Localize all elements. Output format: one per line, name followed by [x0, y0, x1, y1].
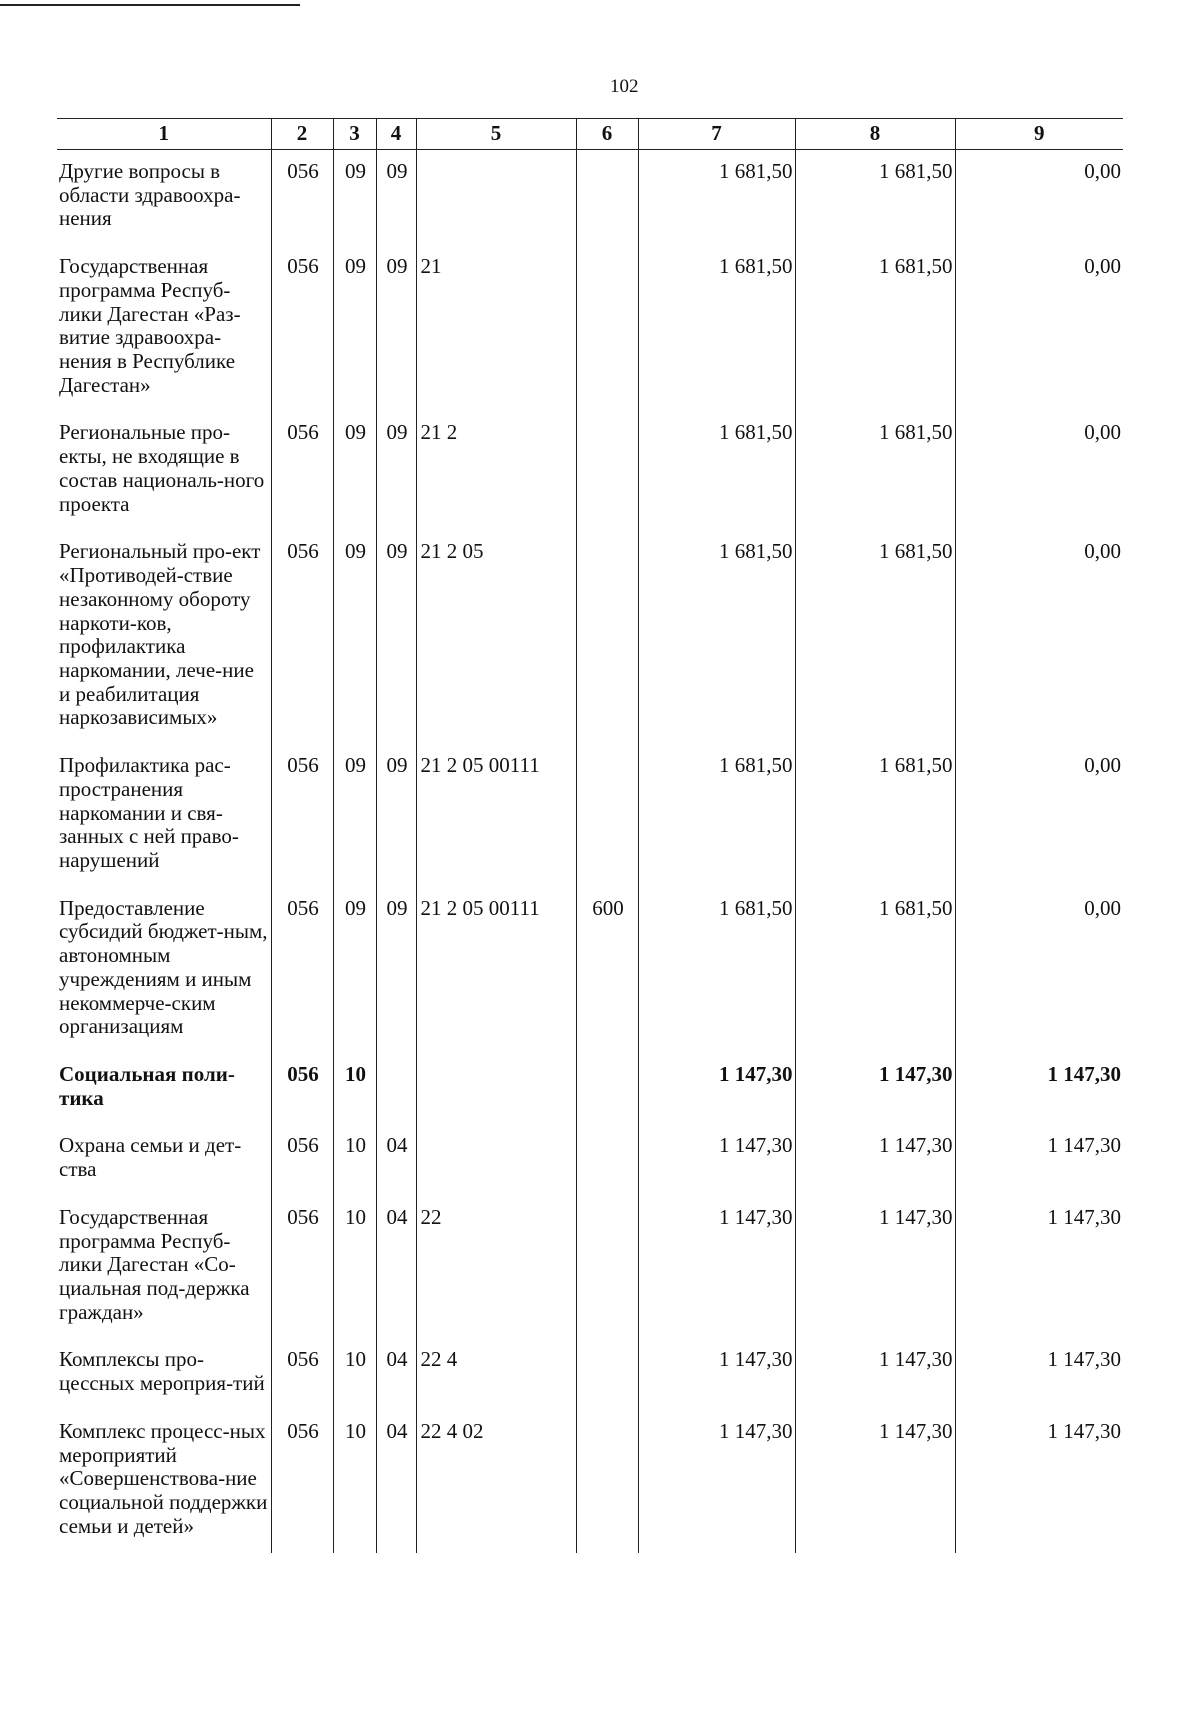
header-col-7: 7	[638, 119, 795, 150]
row-expense-type-cell: 600	[576, 887, 638, 1053]
row-target-article-cell	[416, 1124, 576, 1195]
row-name-cell: Комплекс процесс-ных мероприятий «Совершенствова-ние социальной поддержки семьи и детей»	[59, 1418, 268, 1538]
row-amount-col8-cell: 1 147,30	[795, 1124, 955, 1195]
table-row	[57, 150, 1123, 246]
table-row	[57, 411, 1123, 530]
row-subsection-cell: 04	[376, 1196, 416, 1339]
row-amount-col7-cell: 1 147,30	[638, 1053, 795, 1124]
row-amount-col9-cell: 0,00	[955, 245, 1123, 411]
row-admin-code-cell: 056	[271, 1410, 333, 1553]
header-col-1: 1	[57, 119, 271, 150]
row-amount-col7-cell: 1 681,50	[638, 887, 795, 1053]
row-amount-col7-cell: 1 147,30	[638, 1410, 795, 1553]
row-admin-code-cell: 056	[271, 1124, 333, 1195]
row-section-cell: 10	[333, 1338, 376, 1409]
row-subsection-cell: 09	[376, 411, 416, 530]
row-amount-col9-cell: 1 147,30	[955, 1338, 1123, 1409]
table-row	[57, 1196, 1123, 1339]
row-target-article-cell: 21 2	[416, 411, 576, 530]
row-amount-col7-cell: 1 147,30	[638, 1338, 795, 1409]
header-col-3: 3	[333, 119, 376, 150]
row-name-cell: Социальная поли-тика	[59, 1062, 235, 1110]
header-col-8: 8	[795, 119, 955, 150]
row-section-cell: 09	[333, 411, 376, 530]
row-name-cell: Другие вопросы в области здравоохра-нения	[59, 159, 241, 231]
row-name-cell: Комплексы про-цессных мероприя-тий	[59, 1347, 265, 1396]
row-amount-col9-cell: 1 147,30	[955, 1410, 1123, 1553]
row-subsection-cell: 09	[376, 530, 416, 744]
row-amount-col8-cell: 1 681,50	[795, 245, 955, 411]
row-target-article-cell: 21 2 05 00111	[416, 887, 576, 1053]
table-row	[57, 744, 1123, 887]
row-expense-type-cell	[576, 1124, 638, 1195]
table-row	[57, 1410, 1123, 1553]
row-subsection-cell: 09	[376, 887, 416, 1053]
row-admin-code-cell: 056	[271, 245, 333, 411]
row-amount-col9-cell: 0,00	[955, 530, 1123, 744]
row-name-cell: Региональный про-ект «Противодей-ствие незаконному обороту наркоти-ков, профилактика наркомании, лече-ние и реабилитация наркозависимых»	[59, 539, 261, 730]
row-amount-col9-cell: 0,00	[955, 150, 1123, 246]
row-target-article-cell: 21	[416, 245, 576, 411]
row-subsection-cell	[376, 1053, 416, 1124]
row-amount-col9-cell: 1 147,30	[955, 1053, 1123, 1124]
table-row	[57, 887, 1123, 1053]
row-subsection-cell: 04	[376, 1410, 416, 1553]
row-amount-col7-cell: 1 147,30	[638, 1124, 795, 1195]
header-col-9: 9	[955, 119, 1123, 150]
row-target-article-cell	[416, 1053, 576, 1124]
row-subsection-cell: 09	[376, 245, 416, 411]
row-section-cell: 10	[333, 1124, 376, 1195]
row-target-article-cell	[416, 150, 576, 246]
row-amount-col8-cell: 1 147,30	[795, 1338, 955, 1409]
row-admin-code-cell: 056	[271, 530, 333, 744]
row-subsection-cell: 04	[376, 1338, 416, 1409]
row-expense-type-cell	[576, 1410, 638, 1553]
table-row	[57, 245, 1123, 411]
budget-table	[57, 118, 1123, 1553]
row-target-article-cell: 22 4	[416, 1338, 576, 1409]
row-amount-col9-cell: 0,00	[955, 887, 1123, 1053]
row-amount-col7-cell: 1 681,50	[638, 245, 795, 411]
table-row	[57, 1053, 1123, 1124]
row-amount-col7-cell: 1 681,50	[638, 150, 795, 246]
row-name-cell: Предоставление субсидий бюджет-ным, автономным учреждениям и иным некоммерче-ским организациям	[59, 895, 268, 1039]
table-body	[57, 150, 1123, 1553]
row-section-cell: 10	[333, 1053, 376, 1124]
row-section-cell: 09	[333, 530, 376, 744]
row-name-cell: Государственная программа Респуб-лики Дагестан «Со-циальная под-держка граждан»	[59, 1204, 250, 1324]
row-target-article-cell: 22 4 02	[416, 1410, 576, 1553]
row-amount-col8-cell: 1 681,50	[795, 887, 955, 1053]
row-section-cell: 10	[333, 1410, 376, 1553]
table-header-row	[57, 119, 1123, 150]
row-expense-type-cell	[576, 530, 638, 744]
row-section-cell: 09	[333, 245, 376, 411]
row-target-article-cell: 22	[416, 1196, 576, 1339]
row-admin-code-cell: 056	[271, 150, 333, 246]
row-name-cell: Региональные про-екты, не входящие в состав националь-ного проекта	[59, 420, 265, 516]
row-amount-col8-cell: 1 681,50	[795, 150, 955, 246]
header-col-5: 5	[416, 119, 576, 150]
row-section-cell: 09	[333, 744, 376, 887]
table-row	[57, 530, 1123, 744]
row-amount-col8-cell: 1 681,50	[795, 744, 955, 887]
header-col-4: 4	[376, 119, 416, 150]
row-name-cell: Охрана семьи и дет-ства	[59, 1133, 242, 1182]
row-amount-col7-cell: 1 681,50	[638, 411, 795, 530]
top-rule	[0, 4, 300, 6]
row-admin-code-cell: 056	[271, 887, 333, 1053]
row-amount-col7-cell: 1 147,30	[638, 1196, 795, 1339]
row-name-cell: Профилактика рас-пространения наркомании и свя-занных с ней право-нарушений	[59, 753, 239, 872]
row-expense-type-cell	[576, 245, 638, 411]
row-amount-col8-cell: 1 147,30	[795, 1410, 955, 1553]
row-amount-col8-cell: 1 147,30	[795, 1053, 955, 1124]
row-admin-code-cell: 056	[271, 744, 333, 887]
row-section-cell: 09	[333, 887, 376, 1053]
row-subsection-cell: 04	[376, 1124, 416, 1195]
header-col-6: 6	[576, 119, 638, 150]
row-amount-col9-cell: 0,00	[955, 411, 1123, 530]
row-admin-code-cell: 056	[271, 1338, 333, 1409]
row-expense-type-cell	[576, 1196, 638, 1339]
page-number: 102	[610, 76, 639, 97]
row-expense-type-cell	[576, 744, 638, 887]
row-amount-col7-cell: 1 681,50	[638, 744, 795, 887]
row-expense-type-cell	[576, 1053, 638, 1124]
row-subsection-cell: 09	[376, 150, 416, 246]
row-target-article-cell: 21 2 05	[416, 530, 576, 744]
table-row	[57, 1338, 1123, 1409]
row-amount-col9-cell: 0,00	[955, 744, 1123, 887]
row-amount-col9-cell: 1 147,30	[955, 1196, 1123, 1339]
row-amount-col8-cell: 1 147,30	[795, 1196, 955, 1339]
row-expense-type-cell	[576, 150, 638, 246]
header-col-2: 2	[271, 119, 333, 150]
row-section-cell: 10	[333, 1196, 376, 1339]
row-admin-code-cell: 056	[271, 1053, 333, 1124]
row-amount-col7-cell: 1 681,50	[638, 530, 795, 744]
row-amount-col8-cell: 1 681,50	[795, 530, 955, 744]
row-admin-code-cell: 056	[271, 411, 333, 530]
row-section-cell: 09	[333, 150, 376, 246]
row-amount-col9-cell: 1 147,30	[955, 1124, 1123, 1195]
row-admin-code-cell: 056	[271, 1196, 333, 1339]
row-name-cell: Государственная программа Респуб-лики Дагестан «Раз-витие здравоохра-нения в Республике Дагестан»	[59, 254, 241, 397]
row-target-article-cell: 21 2 05 00111	[416, 744, 576, 887]
row-expense-type-cell	[576, 1338, 638, 1409]
table-row	[57, 1124, 1123, 1195]
row-expense-type-cell	[576, 411, 638, 530]
row-subsection-cell: 09	[376, 744, 416, 887]
row-amount-col8-cell: 1 681,50	[795, 411, 955, 530]
